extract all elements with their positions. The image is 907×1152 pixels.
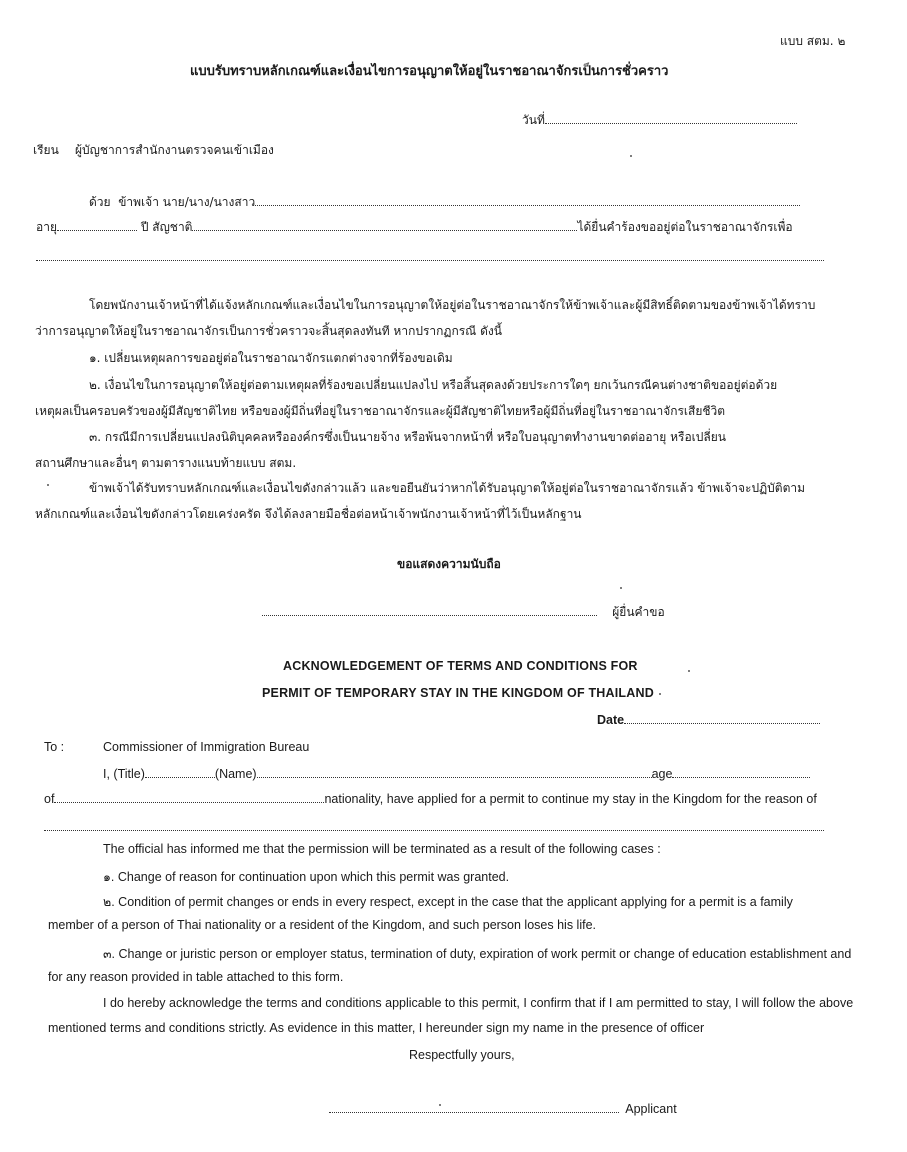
scan-speck [47,484,49,486]
english-name-row [103,765,810,781]
thai-item3-line1: ๓. กรณีมีการเปลี่ยนแปลงนิติบุคคลหรือองค์กรซึ่งเป็นนายจ้าง หรือพ้นจากหน้าที่ หรือใบอนุญาตทำงานขาดต่ออายุ หรือเปลี่ยน [89,430,726,444]
english-to-label: To : [44,740,65,754]
scan-speck [659,693,661,695]
scan-speck [688,670,690,672]
thai-age-row [36,218,793,237]
scan-speck [620,587,622,589]
english-name-label: (Name) [214,767,257,781]
english-para2-line2: mentioned terms and conditions strictly. As evidence in this matter, I hereunder sign my name in the presence of officer [48,1021,705,1035]
thai-para1-line1: โดยพนักงานเจ้าหน้าที่ได้แจ้งหลักเกณฑ์และเงื่อนไขในการอนุญาตให้อยู่ต่อในราชอาณาจักรให้ข้าพเจ้าและผู้มีสิทธิ์ติดตามของข้าพเจ้าได้ทราบ [89,298,816,312]
english-item1: ๑. Change of reason for continuation upon which this permit was granted. [103,870,510,884]
english-age-label: age [651,767,673,781]
english-nationality-text: nationality, have applied for a permit to continue my stay in the Kingdom for the reason of [324,792,817,806]
thai-line1-prefix: ด้วย [89,195,111,209]
thai-applicant-label: ผู้ยื่นคำขอ [612,605,665,619]
english-para1: The official has informed me that the permission will be terminated as a result of the following cases : [103,842,661,856]
thai-age-field[interactable] [57,218,137,231]
thai-para2-line1: ข้าพเจ้าได้รับทราบหลักเกณฑ์และเงื่อนไขดังกล่าวแล้ว และขอยืนยันว่าหากได้รับอนุญาตให้อยู่ต่อในราชอาณาจักรแล้ว ข้าพเจ้าจะปฏิบัติตาม [89,481,806,495]
thai-item2-line2: เหตุผลเป็นครอบครัวของผู้มีสัญชาติไทย หรือของผู้มีถิ่นที่อยู่ในราชอาณาจักรและผู้มีสัญชาติไทยหรือผู้มีถิ่นที่อยู่ในราชอาณาจักรเสียชีวิต [35,404,726,418]
scan-speck [439,1104,441,1106]
english-date-row [597,711,820,727]
thai-name-field[interactable] [255,193,800,206]
thai-item1: ๑. เปลี่ยนเหตุผลการขออยู่ต่อในราชอาณาจักรแตกต่างจากที่ร้องขอเดิม [89,351,453,365]
english-signature-field[interactable] [329,1100,619,1113]
thai-date-label: วันที่ [522,113,545,127]
english-item2-line2: member of a person of Thai nationality or a resident of the Kingdom, and such person loses his life. [48,918,596,932]
english-reason-field[interactable] [44,818,824,831]
english-title-line1: ACKNOWLEDGEMENT OF TERMS AND CONDITIONS FOR [283,659,638,673]
english-item2-line1: ๒. Condition of permit changes or ends in every respect, except in the case that the applicant applying for a permit is a family [103,895,793,909]
thai-reason-field[interactable] [36,248,824,261]
thai-title: แบบรับทราบหลักเกณฑ์และเงื่อนไขการอนุญาตให้อยู่ในราชอาณาจักรเป็นการชั่วคราว [190,64,669,79]
thai-para1-line2: ว่าการอนุญาตให้อยู่ในราชอาณาจักรเป็นการชั่วคราวจะสิ้นสุดลงทันที หากปรากฏกรณี ดังนี้ [35,324,502,338]
english-date-label: Date [597,713,625,727]
thai-reason-row [36,246,824,265]
english-applicant-label: Applicant [625,1102,677,1116]
thai-signature-row [262,603,665,622]
thai-respect: ขอแสดงความนับถือ [397,557,501,571]
scan-speck [630,155,632,157]
thai-date-field[interactable] [545,111,797,124]
thai-item2-line1: ๒. เงื่อนไขในการอนุญาตให้อยู่ต่อตามเหตุผลที่ร้องขอเปลี่ยนแปลงไป หรือสิ้นสุดลงด้วยประการใดๆ ยกเว้นกรณีคนต่างชาติขออยู่ต่อด้วย [89,378,778,392]
english-item3-line2: for any reason provided in table attached to this form. [48,970,344,984]
english-nationality-field[interactable] [54,790,324,803]
english-title-field[interactable] [145,765,215,778]
form-code: แบบ สตม. ๒ [780,34,846,48]
thai-nationality-field[interactable] [192,218,577,231]
english-nationality-row [44,790,817,806]
thai-to-label: เรียน [33,143,59,157]
english-of-label: of [44,792,55,806]
english-age-field[interactable] [672,765,810,778]
english-title-label: I, (Title) [103,767,145,781]
english-name-field[interactable] [257,765,652,778]
thai-name-row [89,193,800,212]
thai-age-label: อายุ [36,220,57,234]
english-to-value: Commissioner of Immigration Bureau [103,740,310,754]
english-signature-row [329,1100,677,1116]
thai-date-row [522,111,797,130]
thai-request-label: ได้ยื่นคำร้องขออยู่ต่อในราชอาณาจักรเพื่อ [577,220,793,234]
english-date-field[interactable] [624,711,820,724]
thai-para2-line2: หลักเกณฑ์และเงื่อนไขดังกล่าวโดยเคร่งครัด จึงได้ลงลายมือชื่อต่อหน้าเจ้าพนักงานเจ้าหน้าที่ไว้เป็นหลักฐาน [35,507,582,521]
thai-to-value: ผู้บัญชาการสำนักงานตรวจคนเข้าเมือง [75,143,274,157]
thai-item3-line2: สถานศึกษาและอื่นๆ ตามตารางแนบท้ายแบบ สตม. [35,456,297,470]
english-para2-line1: I do hereby acknowledge the terms and conditions applicable to this permit, I confirm that if I am permitted to stay, I will follow the above [103,996,854,1010]
english-item3-line1: ๓. Change or juristic person or employer status, termination of duty, expiration of work permit or change of education establishment and [103,947,852,961]
thai-name-label: ข้าพเจ้า นาย/นาง/นางสาว [118,195,256,209]
english-reason-row [44,816,824,835]
english-respect: Respectfully yours, [409,1048,515,1062]
thai-year-label: ปี สัญชาติ [140,220,193,234]
thai-signature-field[interactable] [262,603,597,616]
english-title-line2: PERMIT OF TEMPORARY STAY IN THE KINGDOM OF THAILAND [262,686,654,700]
